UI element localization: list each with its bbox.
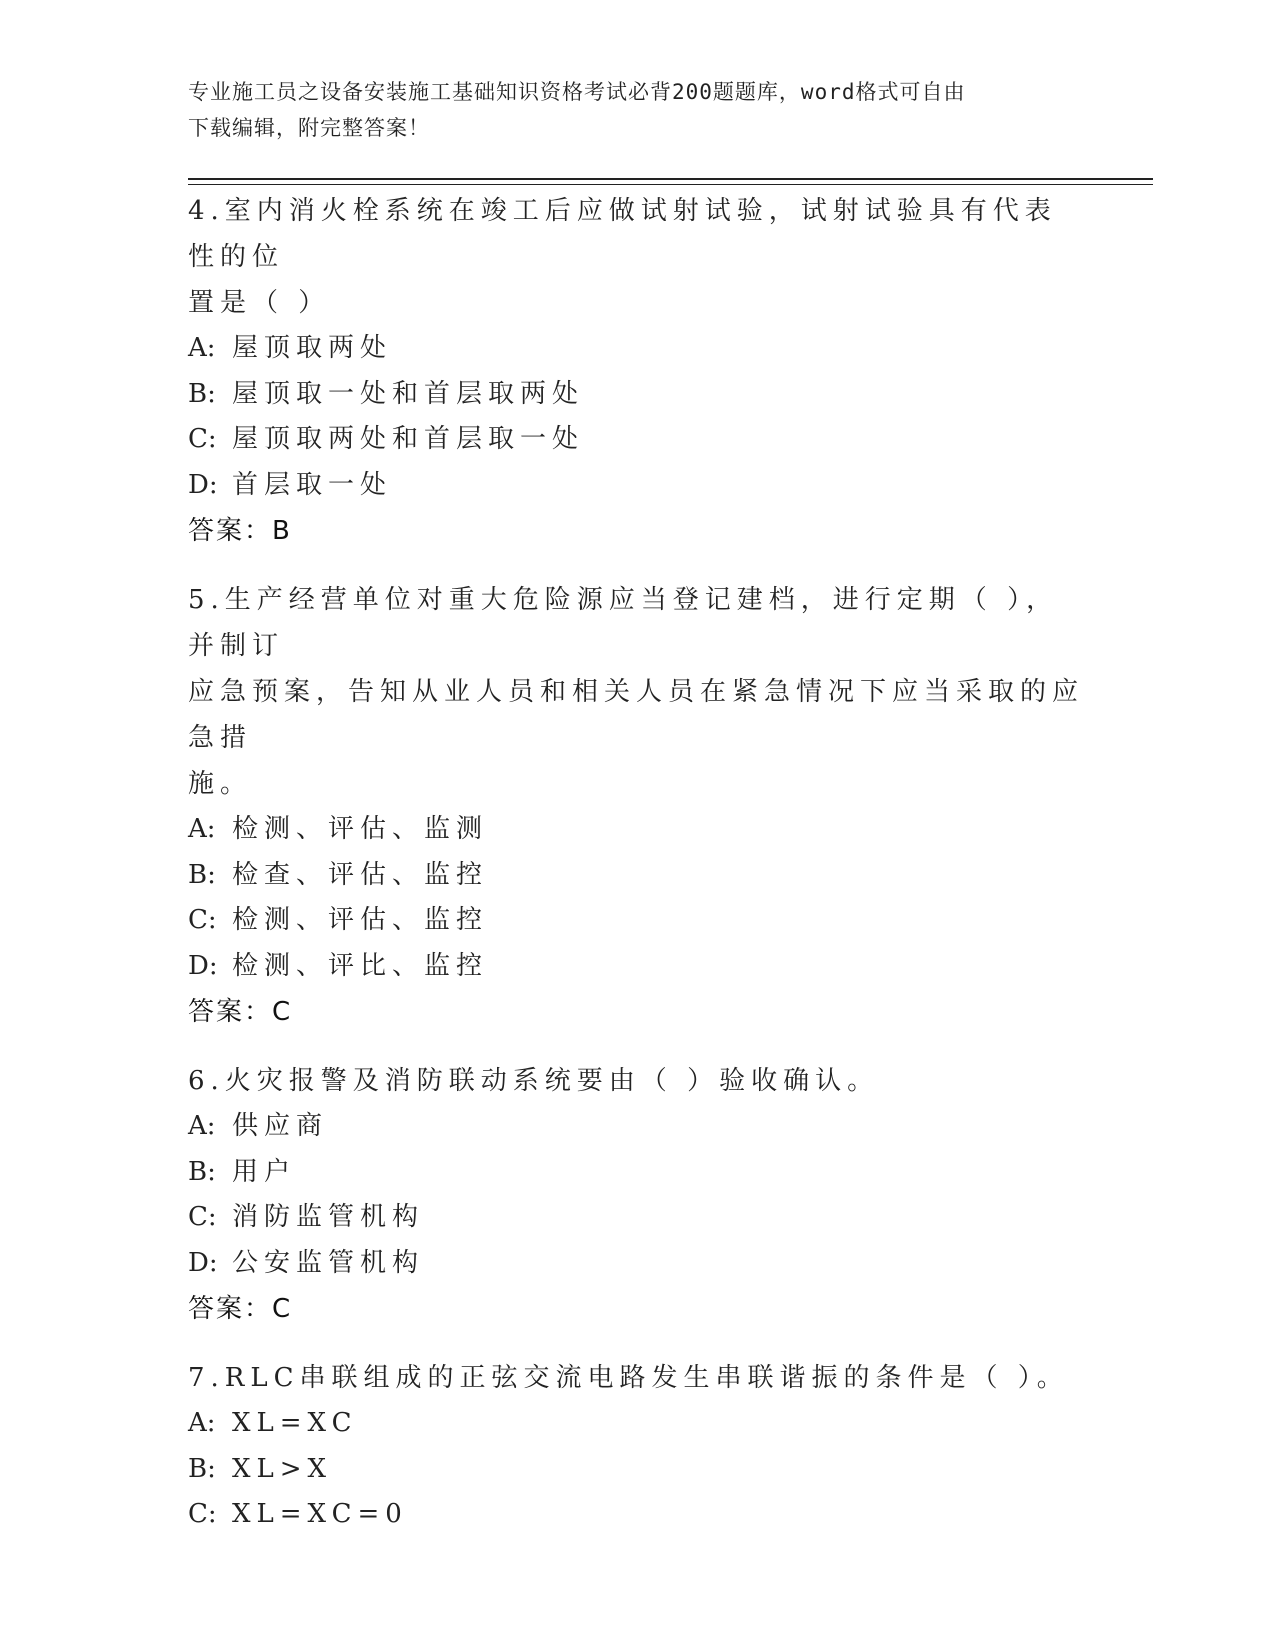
question-4 (188, 188, 1088, 554)
question-stem-line: 5.生产经营单位对重大危险源应当登记建档，进行定期（ ），并制订 (188, 585, 1059, 661)
option-text: 首层取一处 (232, 469, 393, 500)
option-text: 消防监管机构 (232, 1202, 425, 1232)
option-text: 用户 (232, 1156, 297, 1187)
option-d (188, 944, 1088, 990)
answer-line: 答案：C (188, 1294, 293, 1324)
option-letter: C: (188, 1202, 217, 1232)
answer-line: 答案：C (188, 997, 293, 1027)
option-text: 检测、评比、监控 (232, 950, 489, 981)
option-text: 检测、评估、监测 (232, 814, 489, 844)
option-letter: A: (188, 333, 216, 363)
option-text: 屋顶取一处和首层取两处 (232, 378, 585, 409)
question-stem-line: 4.室内消火栓系统在竣工后应做试射试验，试射试验具有代表性的位 (188, 196, 1057, 272)
option-letter: D: (188, 469, 218, 500)
question-stem-line: 置是（ ） (188, 288, 331, 318)
question-list (188, 188, 1088, 1561)
option-letter: B: (188, 1453, 216, 1484)
document-header (188, 74, 1068, 146)
option-letter: C: (188, 424, 217, 454)
option-c (188, 1492, 1088, 1538)
option-b (188, 1447, 1088, 1493)
question-6 (188, 1058, 1088, 1332)
option-d (188, 463, 1088, 509)
question-stem-line: 7.RLC串联组成的正弦交流电路发生串联谐振的条件是（ ）。 (188, 1363, 1069, 1393)
option-b (188, 372, 1088, 418)
header-line-2: 下载编辑，附完整答案！ (188, 116, 430, 140)
option-text: XL=XC=0 (232, 1499, 408, 1529)
header-line-1: 专业施工员之设备安装施工基础知识资格考试必背200题题库，word格式可自由 (188, 80, 966, 104)
option-letter: A: (188, 1111, 216, 1141)
option-text: 检查、评估、监控 (232, 859, 489, 890)
option-text: XL=XC (232, 1408, 358, 1438)
option-a (188, 326, 1088, 372)
option-c (188, 898, 1088, 944)
answer-line: 答案：B (188, 516, 292, 546)
question-stem-line: 应急预案，告知从业人员和相关人员在紧急情况下应当采取的应急措 (188, 677, 1085, 753)
option-letter: B: (188, 1156, 216, 1187)
option-text: 检测、评估、监控 (232, 905, 489, 935)
header-divider-thick (188, 178, 1153, 180)
option-a (188, 1401, 1088, 1447)
option-b (188, 1150, 1088, 1196)
option-letter: D: (188, 950, 218, 981)
option-a (188, 807, 1088, 853)
option-letter: C: (188, 1499, 217, 1529)
option-letter: C: (188, 905, 217, 935)
option-text: 公安监管机构 (232, 1247, 425, 1278)
question-7 (188, 1355, 1088, 1538)
header-divider-thin (188, 184, 1153, 185)
option-text: 屋顶取两处和首层取一处 (232, 424, 585, 454)
question-5 (188, 577, 1088, 1035)
option-c (188, 1195, 1088, 1241)
option-letter: B: (188, 378, 216, 409)
option-a (188, 1104, 1088, 1150)
option-b (188, 853, 1088, 899)
option-d (188, 1241, 1088, 1287)
option-text: 屋顶取两处 (232, 333, 393, 363)
option-text: 供应商 (232, 1111, 329, 1141)
option-letter: B: (188, 859, 216, 890)
option-letter: A: (188, 1408, 216, 1438)
option-letter: A: (188, 814, 216, 844)
question-stem-line: 施。 (188, 769, 253, 799)
option-letter: D: (188, 1247, 218, 1278)
question-stem-line: 6.火灾报警及消防联动系统要由（ ）验收确认。 (188, 1066, 880, 1096)
option-text: XL>X (232, 1453, 333, 1484)
option-c (188, 417, 1088, 463)
